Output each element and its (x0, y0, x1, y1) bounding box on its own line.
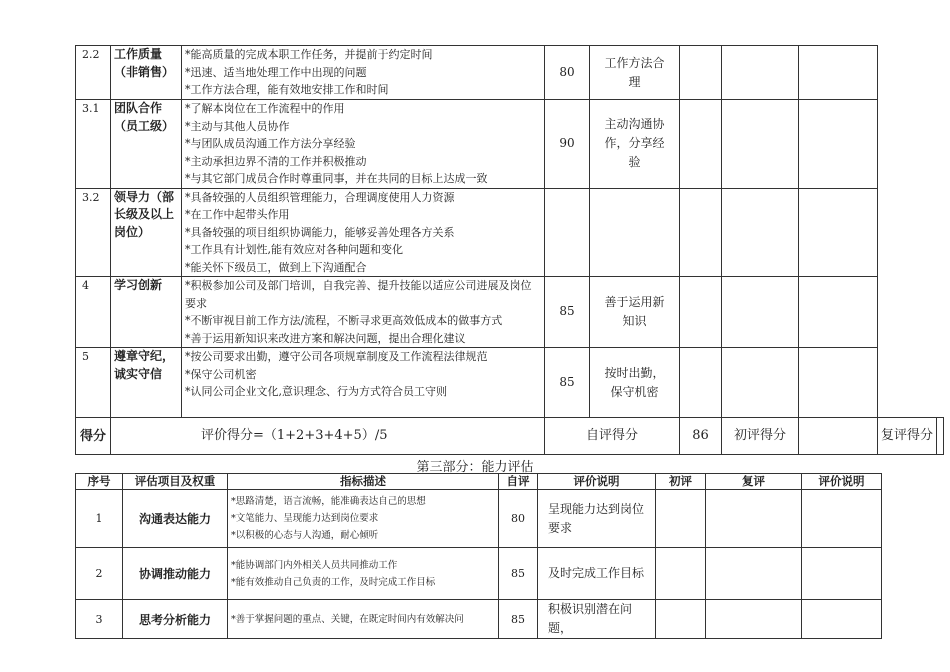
item-description (182, 46, 545, 100)
column-header: 初评 (656, 474, 706, 490)
first-review-cell (656, 600, 706, 639)
column-header: 评估项目及权重 (123, 474, 228, 490)
total-label: 得分 (76, 418, 111, 455)
first-review-cell (680, 100, 722, 189)
item-description (228, 600, 499, 639)
description-line: *在工作中起带头作用 (185, 208, 290, 221)
row-number: 4 (76, 277, 111, 348)
description-line: *主动与其他人员协作 (185, 119, 290, 133)
column-header: 评价说明 (802, 474, 882, 490)
column-header: 评价说明 (538, 474, 656, 490)
description-line: *积极参加公司及部门培训，自我完善、提升技能以适应公司进展及岗位要求 (185, 279, 532, 310)
evaluation-note: 按时出勤，保守机密 (590, 348, 680, 418)
description-line: *能关怀下级员工，做到上下沟通配合 (185, 260, 367, 274)
item-description (228, 548, 499, 600)
review-cell (722, 188, 799, 277)
description-line: *按公司要求出勤，遵守公司各项规章制度及工作流程法律规范 (185, 350, 488, 363)
column-header: 自评 (499, 474, 538, 490)
table-header-row (76, 474, 882, 490)
first-review-score-cell (799, 418, 878, 455)
part3-table (75, 473, 882, 639)
description-line: *与团队成员沟通工作方法分享经验 (185, 137, 356, 150)
item-name: 遵章守纪，诚实守信 (111, 348, 182, 418)
review-label: 复评得分 (878, 418, 937, 455)
review-cell (706, 490, 802, 548)
review-note-cell (802, 600, 882, 639)
review-note-cell (799, 348, 878, 418)
description-line: *与其它部门成员合作时尊重同事，并在共同的目标上达成一致 (185, 172, 488, 185)
self-score: 85 (545, 277, 590, 348)
description-line: *以积极的心态与人沟通，耐心倾听 (231, 530, 379, 541)
item-name: 学习创新 (111, 277, 182, 348)
description-line: *思路清楚，语言流畅，能准确表达自己的思想 (231, 496, 426, 507)
review-note-cell (802, 548, 882, 600)
table-row (76, 100, 944, 189)
review-cell (706, 600, 802, 639)
description-line: *能协调部门内外相关人员共同推动工作 (231, 559, 398, 571)
first-review-cell (680, 188, 722, 277)
self-score: 80 (499, 490, 538, 548)
description-line: *认同公司企业文化,意识理念、行为方式符合员工守则 (185, 385, 447, 398)
self-score: 80 (545, 46, 590, 100)
evaluation-note (590, 188, 680, 277)
review-cell (722, 100, 799, 189)
item-description (182, 348, 545, 418)
table-row (76, 348, 944, 418)
table-row (76, 490, 882, 548)
item-name: 协调推动能力 (123, 548, 228, 600)
row-number: 2 (76, 548, 123, 600)
review-note-cell (802, 490, 882, 548)
first-review-cell (680, 46, 722, 100)
table-row (76, 46, 944, 100)
self-score: 90 (545, 100, 590, 189)
evaluation-note: 工作方法合理 (590, 46, 680, 100)
item-name: 思考分析能力 (123, 600, 228, 639)
description-line: *了解本岗位在工作流程中的作用 (185, 102, 345, 115)
description-line: *善于掌握问题的重点、关键，在既定时间内有效解决问 (231, 613, 464, 625)
review-cell (706, 548, 802, 600)
table-row (76, 188, 944, 277)
self-score (545, 188, 590, 277)
total-row (76, 418, 944, 455)
self-score: 85 (545, 348, 590, 418)
description-line: *文笔能力、呈现能力达到岗位要求 (231, 513, 379, 524)
description-line: *主动承担边界不清的工作并积极推动 (185, 154, 367, 168)
table-row (76, 600, 882, 639)
table-row (76, 277, 944, 348)
evaluation-note: 积极识别潜在问题， (538, 600, 656, 639)
description-line: *能有效推动自己负责的工作，及时完成工作目标 (231, 576, 436, 588)
description-line: *具备较强的项目组织协调能力，能够妥善处理各方关系 (185, 225, 455, 239)
review-cell (722, 348, 799, 418)
description-line: *不断审视目前工作方法/流程，不断寻求更高效低成本的做事方式 (185, 314, 503, 327)
description-line: *工作具有计划性,能有效应对各种问题和变化 (185, 243, 403, 256)
review-cell (722, 46, 799, 100)
evaluation-note: 善于运用新知识 (590, 277, 680, 348)
description-line: *迅速、适当地处理工作中出现的问题 (185, 65, 367, 79)
review-cell (722, 277, 799, 348)
row-number: 2.2 (76, 46, 111, 100)
item-name: 领导力（部长级及以上岗位） (111, 188, 182, 277)
item-description (182, 277, 545, 348)
column-header: 复评 (706, 474, 802, 490)
column-header: 指标描述 (228, 474, 499, 490)
evaluation-note: 及时完成工作目标 (538, 548, 656, 600)
review-score-cell (937, 418, 944, 455)
first-review-cell (680, 277, 722, 348)
row-number: 5 (76, 348, 111, 418)
review-note-cell (799, 277, 878, 348)
part2-table (75, 45, 944, 455)
column-header: 序号 (76, 474, 123, 490)
first-review-cell (680, 348, 722, 418)
first-review-cell (656, 548, 706, 600)
description-line: *保守公司机密 (185, 367, 257, 381)
table-row (76, 548, 882, 600)
row-number: 3.1 (76, 100, 111, 189)
first-review-label: 初评得分 (722, 418, 799, 455)
section-title: 第三部分：能力评估 (416, 460, 534, 475)
self-score: 85 (499, 548, 538, 600)
item-name: 工作质量（非销售） (111, 46, 182, 100)
description-line: *具备较强的人员组织管理能力，合理调度使用人力资源 (185, 190, 455, 204)
evaluation-note: 呈现能力达到岗位要求 (538, 490, 656, 548)
item-description (182, 188, 545, 277)
item-name: 团队合作（员工级） (111, 100, 182, 189)
description-line: *善于运用新知识来改进方案和解决问题，提出合理化建议 (185, 331, 466, 345)
review-note-cell (799, 100, 878, 189)
description-line: *工作方法合理，能有效地安排工作和时间 (185, 83, 389, 96)
self-score-label: 自评得分 (545, 418, 680, 455)
total-score: 86 (680, 418, 722, 455)
item-description (228, 490, 499, 548)
score-formula: 评价得分=（1+2+3+4+5）/5 (111, 418, 545, 455)
self-score: 85 (499, 600, 538, 639)
item-description (182, 100, 545, 189)
evaluation-note: 主动沟通协作，分享经验 (590, 100, 680, 189)
first-review-cell (656, 490, 706, 548)
review-note-cell (799, 188, 878, 277)
row-number: 1 (76, 490, 123, 548)
row-number: 3 (76, 600, 123, 639)
row-number: 3.2 (76, 188, 111, 277)
review-note-cell (799, 46, 878, 100)
item-name: 沟通表达能力 (123, 490, 228, 548)
description-line: *能高质量的完成本职工作任务，并提前于约定时间 (185, 48, 433, 61)
